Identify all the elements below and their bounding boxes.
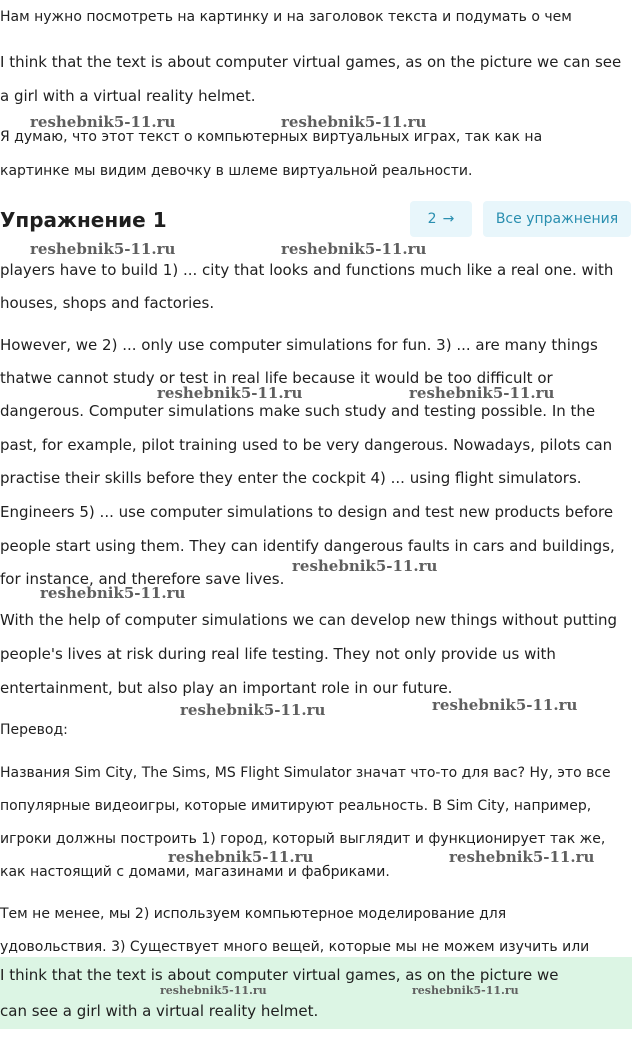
- watermark: reshebnik5-11.ru: [30, 240, 176, 258]
- watermark: reshebnik5-11.ru: [432, 696, 578, 714]
- translation-label: Перевод:: [0, 722, 68, 738]
- bottom-answer-line-1: I think that the text is about computer virtual games, as on the picture we: [0, 966, 559, 984]
- watermark: reshebnik5-11.ru: [40, 584, 186, 602]
- text-en-line: practise their skills before they enter the cockpit 4) ... using flight simulators.: [0, 469, 582, 487]
- watermark: reshebnik5-11.ru: [157, 384, 303, 402]
- all-exercises-button[interactable]: Все упражнения: [483, 201, 631, 237]
- text-ru-line: популярные видеоигры, которые имитируют реальность. В Sim City, например,: [0, 798, 592, 814]
- watermark: reshebnik5-11.ru: [281, 240, 427, 258]
- text-ru-line: как настоящий с домами, магазинами и фабриками.: [0, 864, 390, 880]
- text-en-line: past, for example, pilot training used to be very dangerous. Nowadays, pilots can: [0, 436, 613, 454]
- answer-en-line-1: I think that the text is about computer virtual games, as on the picture we can see: [0, 53, 622, 71]
- text-ru-line: Названия Sim City, The Sims, MS Flight Simulator значат что-то для вас? Ну, это все: [0, 765, 611, 781]
- answer-ru-line-2: картинке мы видим девочку в шлеме виртуальной реальности.: [0, 163, 473, 179]
- watermark: reshebnik5-11.ru: [449, 848, 595, 866]
- text-ru-line: игроки должны построить 1) город, который выглядит и функционирует так же,: [0, 831, 606, 847]
- text-en-line: for instance, and therefore save lives.: [0, 570, 285, 588]
- bottom-answer-line-2: can see a girl with a virtual reality helmet.: [0, 1002, 319, 1020]
- text-en-line: players have to build 1) ... city that looks and functions much like a real one. with: [0, 261, 614, 279]
- text-en-line: entertainment, but also play an important role in our future.: [0, 679, 453, 697]
- watermark: reshebnik5-11.ru: [409, 384, 555, 402]
- text-en-line: Engineers 5) ... use computer simulations to design and test new products before: [0, 503, 614, 521]
- text-ru-line: Тем не менее, мы 2) используем компьютерное моделирование для: [0, 906, 507, 922]
- exercise-title: Упражнение 1: [0, 208, 167, 232]
- arrow-right-icon: →: [442, 211, 455, 227]
- text-en-line: people's lives at risk during real life testing. They not only provide us with: [0, 645, 556, 663]
- watermark: reshebnik5-11.ru: [30, 113, 176, 131]
- cut-off-line: [0, 38, 420, 44]
- text-en-line: people start using them. They can identify dangerous faults in cars and buildings,: [0, 537, 615, 555]
- next-exercise-button[interactable]: [410, 201, 472, 237]
- watermark: reshebnik5-11.ru: [160, 984, 267, 997]
- answer-en-line-2: a girl with a virtual reality helmet.: [0, 87, 256, 105]
- watermark: reshebnik5-11.ru: [168, 848, 314, 866]
- watermark: reshebnik5-11.ru: [180, 701, 326, 719]
- next-exercise-label: 2: [427, 211, 437, 227]
- watermark: reshebnik5-11.ru: [292, 557, 438, 575]
- text-en-line: With the help of computer simulations we can develop new things without putting: [0, 611, 618, 629]
- watermark: reshebnik5-11.ru: [412, 984, 519, 997]
- text-en-line: However, we 2) ... only use computer simulations for fun. 3) ... are many things: [0, 336, 598, 354]
- text-ru-line: удовольствия. 3) Существует много вещей, которые мы не можем изучить или: [0, 939, 590, 955]
- text-en-line: thatwe cannot study or test in real life because it would be too difficult or: [0, 369, 553, 387]
- answer-ru-line-1: Я думаю, что этот текст о компьютерных виртуальных играх, так как на: [0, 129, 543, 145]
- watermark: reshebnik5-11.ru: [281, 113, 427, 131]
- top-question-text: Нам нужно посмотреть на картинку и на заголовок текста и подумать о чем: [0, 9, 572, 25]
- text-en-line: dangerous. Computer simulations make such study and testing possible. In the: [0, 402, 596, 420]
- text-en-line: houses, shops and factories.: [0, 294, 215, 312]
